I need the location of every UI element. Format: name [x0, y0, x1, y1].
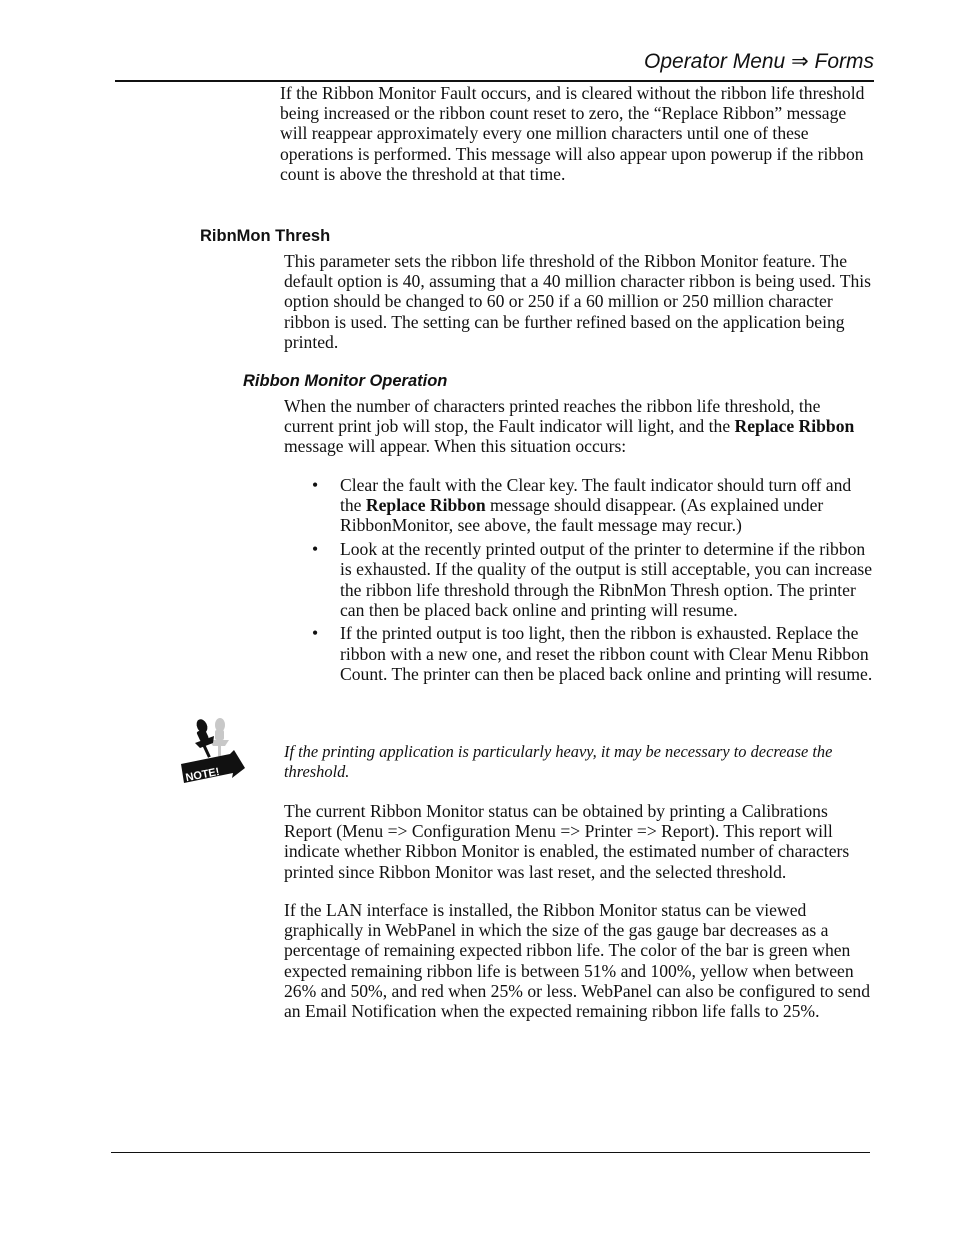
subsection-heading-ribbon-monitor-operation: Ribbon Monitor Operation [243, 372, 448, 390]
lan-paragraph: If the LAN interface is installed, the Ribbon Monitor status can be viewed graphically in WebPanel in which the size of the gas gauge bar decreases as a percentage of remaining expected ribbon life. The color of the bar is green when expected remaining ribbon life is between 51% and 100%, yellow when between 26% and 50%, and red when 25% or less. WebPanel can also be configured to send an Email Notification when the expected remaining ribbon life falls to 25%. [284, 900, 871, 1022]
operation-text-part: When the number of characters printed reaches the ribbon life threshold, the current print job will stop, the Fault indicator will light, and the [284, 396, 821, 437]
list-item-bold-term: Replace Ribbon [365, 495, 486, 516]
operation-paragraph [284, 396, 864, 457]
list-item [312, 475, 874, 536]
note-icon-label: NOTE! [184, 765, 221, 784]
note-pushpin-icon [178, 716, 248, 784]
operation-text-part: message will appear. When this situation occurs: [284, 436, 627, 457]
list-item [312, 539, 874, 620]
operation-bold-term: Replace Ribbon [734, 416, 855, 437]
intro-paragraph: If the Ribbon Monitor Fault occurs, and is cleared without the ribbon life threshold being increased or the ribbon count reset to zero, the “Replace Ribbon” message will reappear approximately every one million characters until one of these operations is performed. This message will also appear upon powerup if the ribbon count is above the threshold at that time. [280, 83, 865, 184]
footer-rule [111, 1152, 870, 1153]
bullet-icon: • [312, 539, 319, 560]
bullet-icon: • [312, 475, 319, 495]
section-heading-ribnmon-thresh: RibnMon Thresh [200, 227, 331, 245]
bullet-icon: • [312, 623, 319, 644]
ribnmon-thresh-paragraph: This parameter sets the ribbon life threshold of the Ribbon Monitor feature. The default option is 40, assuming that a 40 million character ribbon is being used. This option should be changed to 60 or 250 if a 60 million or 250 million character ribbon is used. The setting can be further refined based on the application being printed. [284, 251, 872, 352]
status-paragraph: The current Ribbon Monitor status can be obtained by printing a Calibrations Report (Menu => Configuration Menu => Printer => Report). This report will indicate whether Ribbon Monitor is enabled, the estimated number of characters printed since Ribbon Monitor was last reset, and the selected threshold. [284, 801, 850, 882]
list-item-text: Look at the recently printed output of the printer to determine if the ribbon is exhausted. If the quality of the output is still acceptable, you can increase the ribbon life threshold through the RibnMon Thresh option. The printer can then be placed back online and printing will resume. [340, 539, 873, 620]
bullet-list [312, 475, 874, 688]
running-head: Operator Menu ⇒ Forms [644, 50, 874, 73]
list-item-text: Clear the fault with the Clear key. The fault indicator should turn off and the [340, 475, 852, 516]
list-item [312, 623, 874, 684]
list-item-text: If the printed output is too light, then the ribbon is exhausted. Replace the ribbon with a new one, and reset the ribbon count with Clear Menu Ribbon Count. The printer can then be placed back online and printing will resume. [340, 623, 873, 684]
list-item-text: message should disappear. (As explained under RibbonMonitor, see above, the fault message may recur.) [340, 495, 824, 536]
header-rule [115, 80, 874, 82]
note-text: If the printing application is particularly heavy, it may be necessary to decrease the threshold. [284, 742, 833, 781]
